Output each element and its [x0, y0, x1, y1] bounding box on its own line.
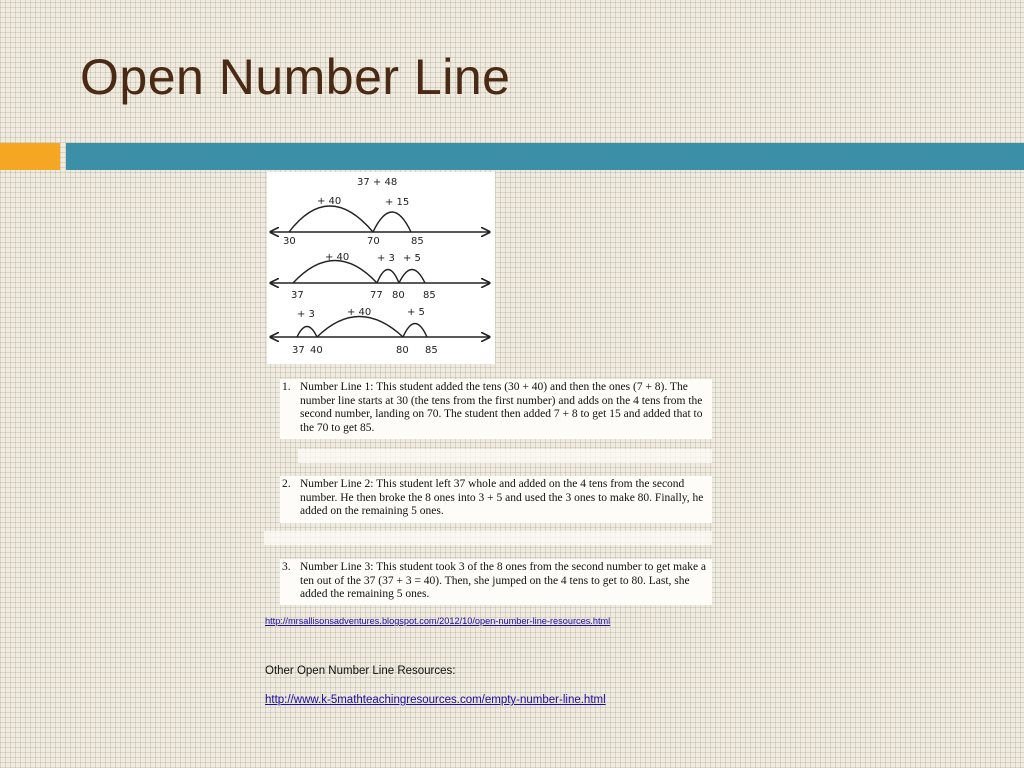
list-number: 3. — [282, 561, 291, 573]
tick-label: 80 — [396, 345, 409, 356]
jump-label: + 5 — [407, 307, 425, 318]
blank-row — [298, 449, 712, 463]
number-line-diagram — [267, 172, 495, 364]
jump-arc — [317, 317, 403, 338]
tick-label: 70 — [367, 236, 380, 247]
jump-arc — [297, 327, 317, 338]
diagram-problem: 37 + 48 — [357, 177, 398, 188]
jump-arc — [289, 206, 373, 232]
jump-arc — [293, 261, 377, 284]
explanation-text: Number Line 2: This student left 37 whole and added on the 4 tens from the second number. He then broke the 8 ones into 3 + 5 and used the 3 ones to make 80. Finally, he added on the remaining 5 ones. — [300, 478, 704, 517]
jump-label: + 5 — [403, 253, 421, 264]
source-link[interactable]: http://mrsallisonsadventures.blogspot.com/2012/10/open-number-line-resources.html — [265, 616, 611, 626]
jump-label: + 3 — [377, 253, 395, 264]
tick-label: 77 — [370, 290, 383, 301]
other-resources-label: Other Open Number Line Resources: — [265, 665, 456, 677]
tick-label: 85 — [411, 236, 424, 247]
tick-label: 37 — [291, 290, 304, 301]
explanation-2 — [280, 476, 712, 523]
tick-label: 30 — [283, 236, 296, 247]
tick-label: 85 — [425, 345, 438, 356]
jump-arc — [377, 270, 399, 284]
blank-row — [264, 531, 712, 545]
accent-bar-teal — [66, 143, 1024, 170]
jump-arc — [373, 212, 411, 232]
other-resource-link[interactable]: http://www.k-5mathteachingresources.com/empty-number-line.html — [265, 694, 606, 706]
tick-label: 37 — [292, 345, 305, 356]
explanation-text: Number Line 3: This student took 3 of the 8 ones from the second number to get make a ten out of the 37 (37 + 3 = 40). Then, she jumped on the 4 tens to get to 80. Last, she added the remaining 5 ones. — [300, 561, 707, 600]
tick-label: 85 — [423, 290, 436, 301]
jump-label: + 40 — [317, 196, 342, 207]
jump-label: + 3 — [297, 309, 315, 320]
jump-arc — [399, 270, 425, 284]
explanation-text: Number Line 1: This student added the tens (30 + 40) and then the ones (7 + 8). The number line starts at 30 (the tens from the first number) and adds on the 4 tens from the second number, landing on 70. The student then added 7 + 8 to get 15 and added that to the 70 to get 85. — [300, 381, 703, 434]
list-number: 2. — [282, 478, 291, 490]
accent-bar-orange — [0, 143, 60, 170]
slide-title: Open Number Line — [80, 49, 511, 105]
explanation-3 — [280, 559, 712, 605]
list-number: 1. — [282, 381, 291, 393]
explanation-1 — [280, 379, 712, 439]
tick-label: 40 — [310, 345, 323, 356]
jump-label: + 40 — [347, 307, 372, 318]
jump-arc — [403, 324, 427, 338]
tick-label: 80 — [392, 290, 405, 301]
jump-label: + 15 — [385, 197, 410, 208]
jump-label: + 40 — [325, 252, 350, 263]
